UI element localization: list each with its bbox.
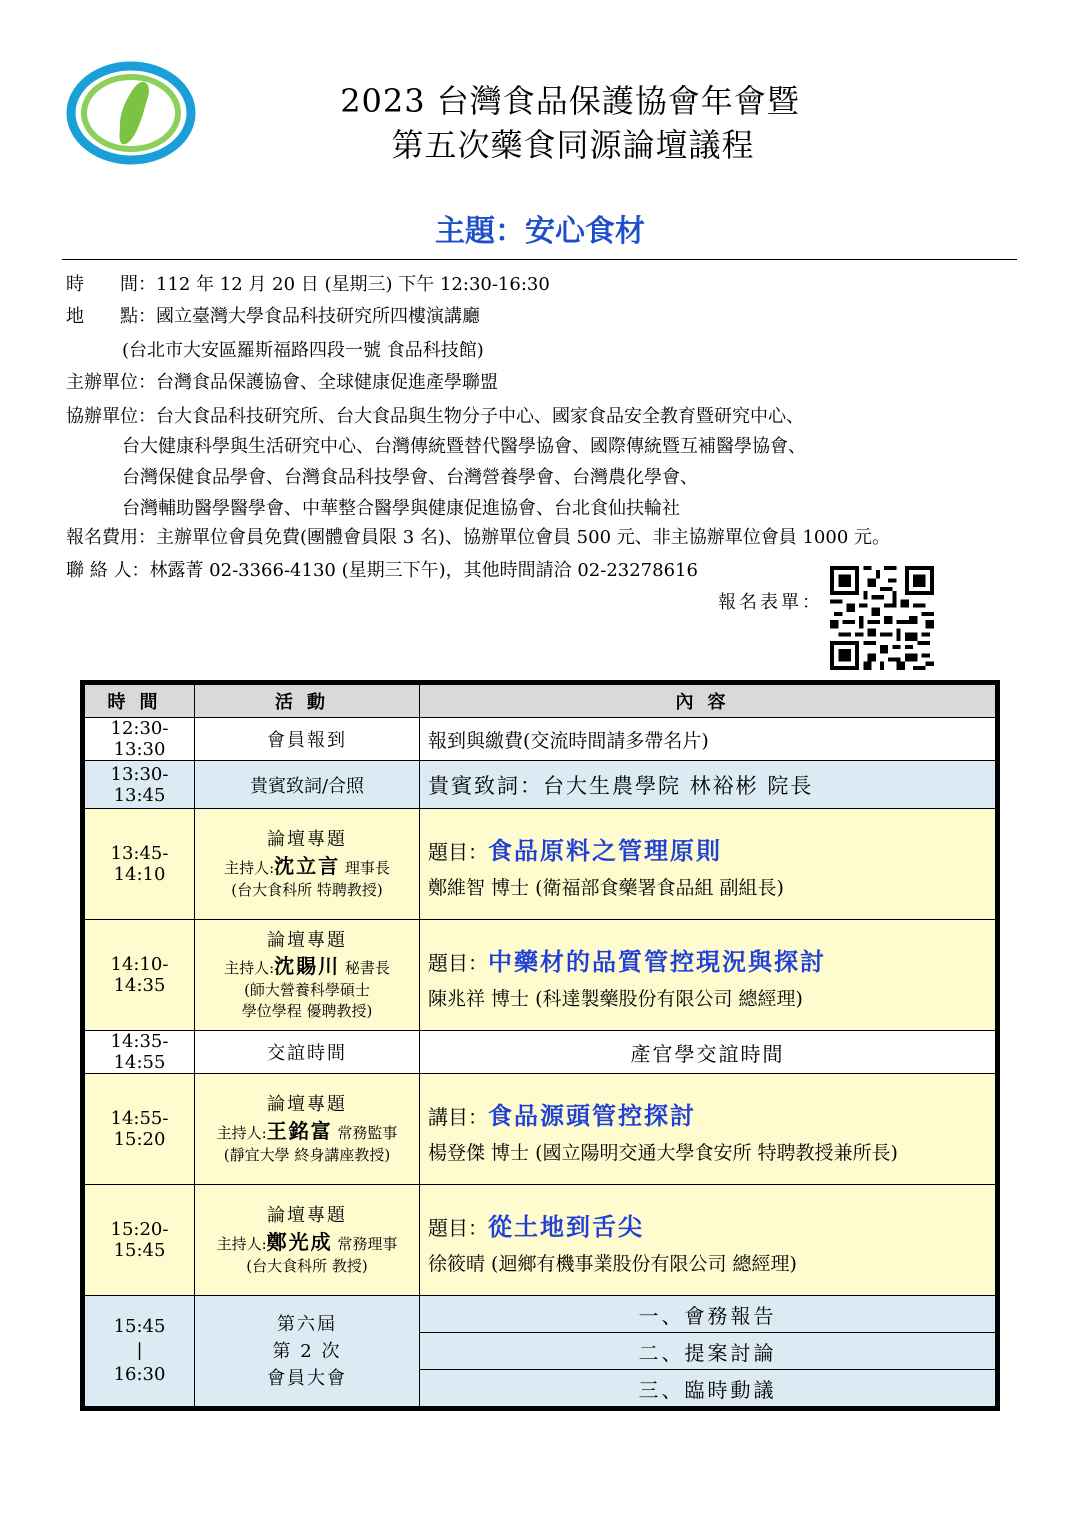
speaker: 陳兆祥 博士 (科達製藥股份有限公司 總經理) — [428, 988, 803, 1011]
forum-label: 論壇專題 — [267, 930, 347, 952]
topic-title: 食品原料之管理原則 — [488, 835, 722, 865]
table-row — [85, 920, 996, 1031]
info-fee: 報名費用：主辦單位會員免費(團體會員限 3 名)、協辦單位會員 500 元、非主協辦單位會員 1000 元。 — [66, 527, 890, 548]
forum-cell — [195, 1074, 420, 1185]
topic-prefix: 講目： — [428, 1104, 488, 1129]
host-prefix: 主持人: — [216, 1234, 267, 1253]
host-name: 沈賜川 — [274, 954, 341, 979]
forum-label: 論壇專題 — [267, 1205, 347, 1227]
table-row — [85, 809, 996, 920]
row-activity — [195, 1296, 420, 1407]
table-row — [85, 761, 996, 809]
info-cohost-1: 協辦單位：台大食品科技研究所、台大食品與生物分子中心、國家食品安全教育暨研究中心、 — [66, 406, 804, 427]
host-name: 沈立言 — [274, 853, 341, 878]
forum-label: 論壇專題 — [267, 829, 347, 851]
topic-prefix: 題目： — [428, 839, 488, 864]
table-header-row — [85, 685, 996, 718]
agenda-item: 一、會務報告 — [420, 1296, 996, 1333]
info-cohost-3: 台灣保健食品學會、台灣食品科技學會、台灣營養學會、台灣農化學會、 — [122, 467, 698, 488]
forum-label: 論壇專題 — [267, 1094, 347, 1116]
forum-cell — [195, 920, 420, 1031]
meeting-name: 會員大會 — [267, 1367, 347, 1389]
topic-title: 從土地到舌尖 — [488, 1211, 644, 1241]
theme-heading: 主題：安心食材 — [435, 214, 645, 249]
host-affiliation: (台大食科所 教授) — [246, 1256, 368, 1275]
header-time: 時間 — [85, 685, 195, 718]
row-time: 13:45-14:10 — [85, 809, 195, 920]
row-time — [85, 1296, 195, 1407]
host-prefix: 主持人: — [216, 1123, 267, 1142]
host-title: 秘書長 — [340, 959, 390, 978]
table-row — [85, 1185, 996, 1296]
time-separator: | — [136, 1339, 143, 1361]
host-title: 常務理事 — [332, 1234, 398, 1253]
table-row — [85, 1074, 996, 1185]
info-place-detail: (台北市大安區羅斯福路四段一號 食品科技館) — [122, 340, 484, 361]
header-content: 內容 — [420, 685, 996, 718]
table-row — [85, 1296, 996, 1333]
row-time: 15:20-15:45 — [85, 1185, 195, 1296]
meeting-number: 第 2 次 — [272, 1340, 342, 1362]
title-line-2: 第五次藥食同源論壇議程 — [391, 126, 755, 164]
agenda-item: 三、臨時動議 — [420, 1370, 996, 1407]
info-host: 主辦單位：台灣食品保護協會、全球健康促進產學聯盟 — [66, 372, 498, 393]
host-prefix: 主持人: — [224, 858, 275, 877]
topic-title: 食品源頭管控探討 — [488, 1100, 696, 1130]
row-content — [420, 1185, 996, 1296]
table-row — [85, 1031, 996, 1074]
info-cohost-4: 台灣輔助醫學醫學會、中華整合醫學與健康促進協會、台北食仙扶輪社 — [122, 498, 680, 519]
speaker: 楊登傑 博士 (國立陽明交通大學食安所 特聘教授兼所長) — [428, 1142, 898, 1165]
host-affiliation-2: 學位學程 優聘教授) — [241, 1001, 373, 1020]
row-time: 14:10-14:35 — [85, 920, 195, 1031]
info-contact: 聯 絡 人：林露菁 02-3366-4130 (星期三下午)，其他時間請洽 02-23278616 — [66, 560, 698, 581]
row-content — [420, 809, 996, 920]
info-place: 地 點：國立臺灣大學食品科技研究所四樓演講廳 — [66, 306, 480, 327]
row-content: 報到與繳費(交流時間請多帶名片) — [420, 718, 996, 761]
registration-form-label: 報名表單： — [718, 592, 823, 613]
row-content: 貴賓致詞：台大生農學院 林裕彬 院長 — [420, 761, 996, 809]
host-affiliation: (台大食科所 特聘教授) — [231, 880, 383, 899]
title-line-1: 2023 台灣食品保護協會年會暨 — [340, 82, 800, 120]
row-time: 13:30-13:45 — [85, 761, 195, 809]
row-time: 14:55-15:20 — [85, 1074, 195, 1185]
forum-cell — [195, 809, 420, 920]
row-content — [420, 920, 996, 1031]
schedule-table — [80, 680, 1000, 1411]
host-affiliation: (師大營養科學碩士 — [244, 981, 370, 1000]
topic-title: 中藥材的品質管控現況與探討 — [488, 946, 826, 976]
row-activity: 貴賓致詞/合照 — [195, 761, 420, 809]
host-name: 王銘富 — [266, 1118, 333, 1143]
host-title: 常務監事 — [332, 1123, 398, 1142]
host-prefix: 主持人: — [224, 959, 275, 978]
speaker: 鄭維智 博士 (衛福部食藥署食品組 副組長) — [428, 877, 784, 900]
host-name: 鄭光成 — [266, 1229, 333, 1254]
host-title: 理事長 — [340, 858, 390, 877]
registration-qr-code[interactable] — [830, 566, 934, 670]
agenda-item: 二、提案討論 — [420, 1333, 996, 1370]
row-content — [420, 1074, 996, 1185]
info-time: 時 間：112 年 12 月 20 日 (星期三) 下午 12:30-16:30 — [66, 274, 550, 295]
info-cohost-2: 台大健康科學與生活研究中心、台灣傳統暨替代醫學協會、國際傳統暨互補醫學協會、 — [122, 436, 806, 457]
speaker: 徐筱晴 (迴鄉有機事業股份有限公司 總經理) — [428, 1253, 797, 1276]
row-activity: 交誼時間 — [195, 1031, 420, 1074]
row-time: 12:30-13:30 — [85, 718, 195, 761]
table-row — [85, 718, 996, 761]
divider — [62, 259, 1017, 260]
forum-cell — [195, 1185, 420, 1296]
host-affiliation: (靜宜大學 終身講座教授) — [223, 1145, 391, 1164]
time-start: 15:45 — [113, 1315, 166, 1337]
row-time: 14:35-14:55 — [85, 1031, 195, 1074]
time-end: 16:30 — [113, 1364, 166, 1386]
topic-prefix: 題目： — [428, 1215, 488, 1240]
topic-prefix: 題目： — [428, 950, 488, 975]
header-activity: 活動 — [195, 685, 420, 718]
row-activity: 會員報到 — [195, 718, 420, 761]
row-content: 產官學交誼時間 — [420, 1031, 996, 1074]
meeting-term: 第六屆 — [277, 1313, 337, 1335]
